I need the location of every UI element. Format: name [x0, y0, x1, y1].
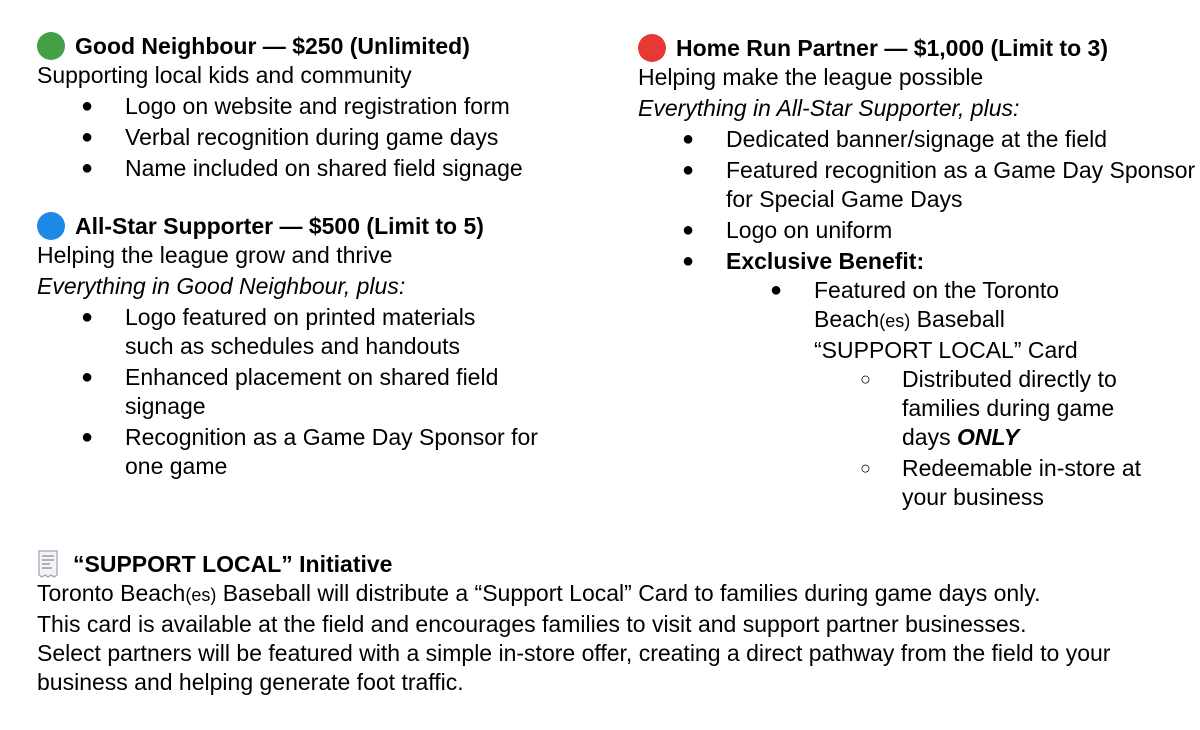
benefit-text: Logo on uniform [726, 217, 893, 243]
bullet-icon: ● [81, 157, 94, 179]
exclusive-benefit-text: Featured on the Toronto Beach(es) Baseball “SUPPORT LOCAL” Card [814, 277, 1078, 363]
benefit-text: Recognition as a Game Day Sponsor for one game [125, 424, 538, 479]
green-circle-icon [37, 32, 65, 60]
good-neighbour-tagline: Supporting local kids and community [37, 62, 412, 88]
exclusive-benefit-list [726, 276, 1168, 512]
red-circle-icon [638, 34, 666, 62]
all-star-benefits [37, 303, 597, 481]
all-star-heading [37, 211, 597, 241]
list-item [37, 303, 525, 361]
good-neighbour-title: Good Neighbour — $250 (Unlimited) [75, 32, 470, 59]
list-item [638, 125, 1168, 154]
bullet-icon: ● [81, 366, 94, 388]
bullet-icon: ● [682, 219, 695, 241]
blue-circle-icon [37, 212, 65, 240]
benefit-text: Name included on shared field signage [125, 155, 523, 181]
initiative-line-2: This card is available at the field and encourages families to visit and support partner businesses. [37, 611, 1027, 637]
benefit-text: Enhanced placement on shared field signage [125, 364, 499, 419]
initiative-heading [37, 549, 1177, 579]
good-neighbour-benefits [37, 92, 597, 183]
benefit-text: Logo featured on printed materials such as schedules and handouts [125, 304, 476, 359]
benefit-text: Featured recognition as a Game Day Sponsor for Special Game Days [726, 157, 1196, 212]
list-item [37, 154, 525, 183]
initiative-line-3: Select partners will be featured with a simple in-store offer, creating a direct pathway from the field to your business and helping generate foot traffic. [37, 640, 1111, 695]
bullet-icon: ● [682, 250, 695, 272]
left-column [37, 31, 597, 483]
home-run-tagline: Helping make the league possible [638, 64, 984, 90]
home-run-intro: Everything in All-Star Supporter, plus: [638, 95, 1020, 121]
all-star-intro: Everything in Good Neighbour, plus: [37, 273, 406, 299]
initiative-title: “SUPPORT LOCAL” Initiative [73, 550, 393, 577]
bullet-icon: ● [770, 279, 783, 301]
initiative-line-1: Toronto Beach(es) Baseball will distribute a “Support Local” Card to families during game days only. [37, 580, 1041, 606]
list-item [37, 423, 555, 481]
all-star-title: All-Star Supporter — $500 (Limit to 5) [75, 212, 484, 239]
exclusive-benefit-label: Exclusive Benefit: [726, 248, 925, 274]
benefit-text: Logo on website and registration form [125, 93, 510, 119]
hollow-bullet-icon: ○ [860, 458, 871, 478]
bullet-icon: ● [81, 126, 94, 148]
benefit-text: Verbal recognition during game days [125, 124, 499, 150]
list-item [726, 276, 1142, 512]
bullet-icon: ● [81, 95, 94, 117]
home-run-benefits [638, 125, 1196, 512]
list-item [814, 454, 1152, 512]
list-item [638, 247, 1168, 512]
bullet-icon: ● [682, 128, 695, 150]
list-item [37, 363, 545, 421]
bullet-icon: ● [81, 306, 94, 328]
support-local-initiative [37, 549, 1177, 697]
hollow-bullet-icon: ○ [860, 369, 871, 389]
list-item [814, 365, 1152, 452]
list-item [638, 216, 1168, 245]
card-detail-text: Distributed directly to families during game days ONLY [902, 366, 1117, 450]
card-details-list [814, 365, 1142, 512]
bullet-icon: ● [81, 426, 94, 448]
home-run-heading [638, 33, 1168, 63]
list-item [37, 123, 597, 152]
list-item [37, 92, 597, 121]
right-column [638, 33, 1196, 514]
all-star-tagline: Helping the league grow and thrive [37, 242, 393, 268]
initiative-body [37, 579, 1177, 697]
card-detail-text: Redeemable in-store at your business [902, 455, 1142, 510]
list-item [638, 156, 1200, 214]
receipt-icon [37, 550, 59, 578]
home-run-title: Home Run Partner — $1,000 (Limit to 3) [676, 34, 1108, 61]
bullet-icon: ● [682, 159, 695, 181]
good-neighbour-heading [37, 31, 597, 61]
benefit-text: Dedicated banner/signage at the field [726, 126, 1108, 152]
